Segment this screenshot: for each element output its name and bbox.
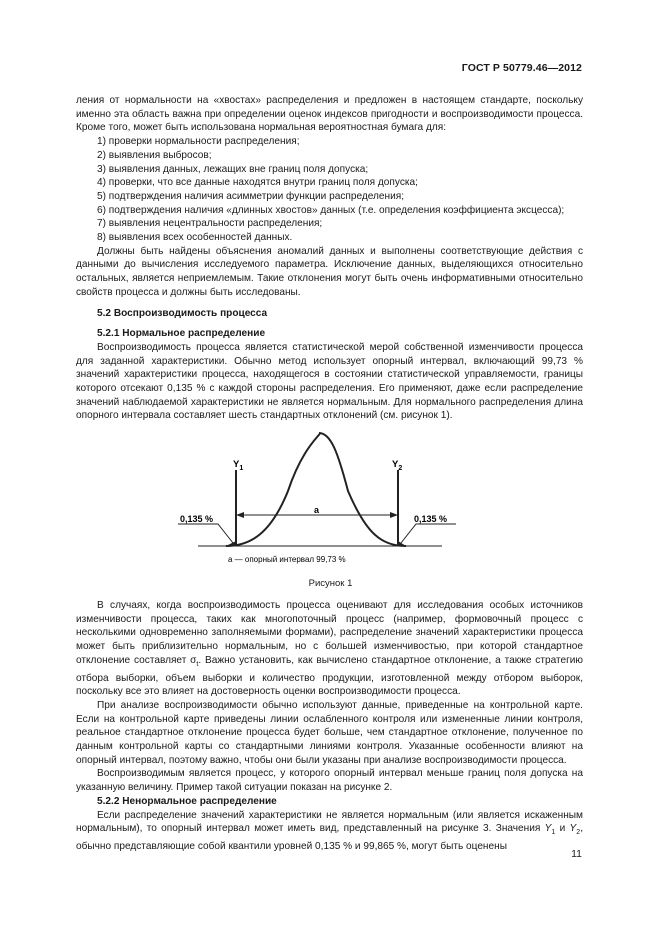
section-heading: 5.2 Воспроизводимость процесса: [97, 307, 268, 319]
paragraph-capable-process: Воспроизводимым является процесс, у которого опорный интервал меньше границ поля допуска на указанную величину. Пример такой ситуации показан на рисунке 2.: [76, 768, 583, 794]
right-tail-leader: [401, 524, 456, 543]
figure-normal-distribution: [76, 423, 583, 573]
text-block-bottom: [76, 599, 583, 854]
figure-legend: a — опорный интервал 99,73 %: [228, 555, 346, 564]
paragraph-variability: В случаях, когда воспроизводимость процесса оценивают для исследования особых источников изменчивости процесса, таких как многопоточный процесс (например, формовочный процесс с несколькими одновременно заполняемыми формами), распределение значений характеристики процесса может быть приблизительно нормальным, но с большей изменчивостью, при которой стандартное отклонение составляет $\sigma_t$. Важно установить, как вычислено стандартное отклонение, а также стратегию отбора выборки, объем выборки и количество продукции, изготовленной между отбором выборок, поскольку все это влияет на достоверность оценки воспроизводимости процесса.: [76, 600, 583, 698]
y1-label: $Y_1$: [233, 459, 244, 472]
list-item: 7) выявления нецентральности распределения;: [97, 218, 323, 230]
list-item: 4) проверки, что все данные находятся внутри границ поля допуска;: [97, 177, 418, 189]
section-paragraph: Воспроизводимость процесса является статистической мерой собственной изменчивости процесса для заданной характеристики. Обычно метод использует опорный интервал, включающий 99,73 % значений характеристики процесса, находящегося в состоянии статистической управляемости, границы которого отсекают 0,135 % с каждой стороны распределения. Его применяют, даже если распределение значений наблюдаемой характеристики не является нормальным. Для нормального распределения длина опорного интервала составляет шесть стандартных отклонений (см. рисунок 1).: [76, 341, 583, 422]
list-item: 6) подтверждения наличия «длинных хвостов» данных (т.е. определения коэффициента эксцесса);: [97, 204, 565, 216]
subsection-heading-nonnormal: 5.2.2 Ненормальное распределение: [97, 795, 277, 807]
left-tail-label: 0,135 %: [180, 514, 214, 524]
interval-marker: a: [314, 505, 320, 515]
closing-paragraph: Должны быть найдены объяснения аномалий данных и выполнены соответствующие действия с данными до вычисления исследуемого параметра. Исключение данных, выделяющихся относительно остальных, является неприемлемым. Такие отклонения могут быть очень информативными относительно свойств процесса и должны быть исследованы.: [76, 245, 583, 298]
paragraph-control-chart: При анализе воспроизводимости обычно используют данные, приведенные на контрольной карте. Если на контрольной карте приведены линии ослабленного контроля или измененные линии контроля, реальное стандартное отклонение процесса будет больше, чем стандартное отклонение, полученное по данным контрольной карты со стандартными линиями контроля. Указанные особенности влияют на опорный интервал, поэтому важно, чтобы они были указаны при анализе воспроизводимости процесса.: [76, 699, 583, 766]
bell-curve: [226, 433, 406, 546]
intro-paragraph: ления от нормальности на «хвостах» распределения и предложен в настоящем стандарте, поскольку именно эта область важна при определении оценок индексов пригодности и воспроизводимости процесса. Кроме того, может быть использована нормальная вероятностная бумага для:: [76, 95, 583, 134]
list-item: 5) подтверждения наличия асимметрии функции распределения;: [97, 190, 405, 202]
page-number: 11: [571, 848, 582, 860]
interval-arrow-right: [390, 512, 398, 518]
right-tail-label: 0,135 %: [414, 514, 448, 524]
subsection-heading: 5.2.1 Нормальное распределение: [97, 328, 266, 340]
list-item: 8) выявления всех особенностей данных.: [97, 232, 293, 244]
list-item: 1) проверки нормальности распределения;: [97, 136, 300, 148]
figure-caption: Рисунок 1: [308, 578, 353, 589]
left-tail-area: [226, 541, 236, 546]
list-item: 3) выявления данных, лежащих вне границ поля допуска;: [97, 163, 369, 175]
list-item: 2) выявления выбросов;: [97, 149, 212, 161]
interval-arrow-left: [236, 512, 244, 518]
y2-label: $Y_2$: [392, 459, 403, 472]
paragraph-nonnormal: Если распределение значений характеристики не является нормальным (или является искаженным нормальным), то опорный интервал может иметь вид, представленный на рисунке 3. Значения $Y_1$ и $Y_2$, обычно представляющие собой квантили уровней 0,135 % и 99,865 %, могут быть оценены: [76, 809, 583, 852]
left-tail-leader: [178, 524, 233, 543]
document-header: ГОСТ Р 50779.46—2012: [461, 62, 582, 74]
text-block-top: [76, 94, 583, 423]
